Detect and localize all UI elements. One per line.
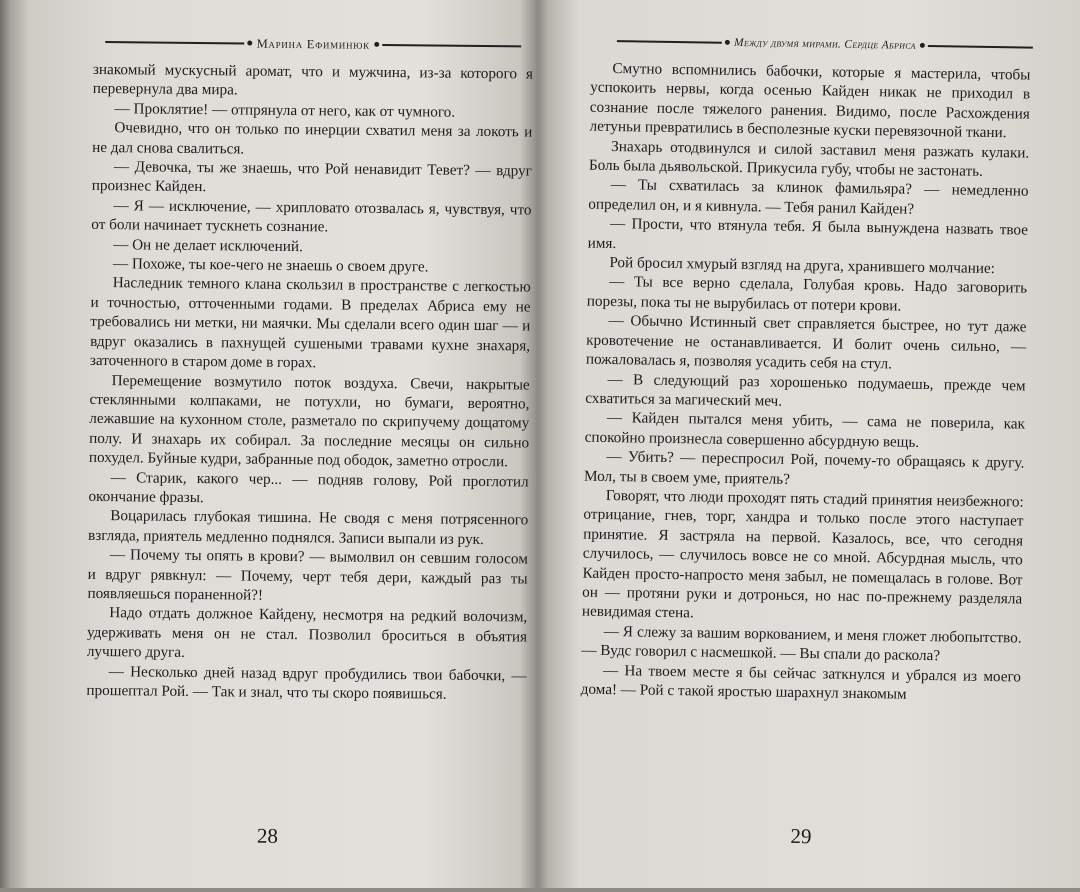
paragraph: — Прости, что втянула тебя. Я была вынуждена назвать твое имя. <box>587 215 1029 252</box>
left-running-head-text: Марина Ефиминюк <box>256 36 370 52</box>
paragraph: — Обычно Истинный свет справляется быстрее, но тут даже кровотечение не останавливается. И болит очень сильно, — пожаловалась я, позволяя усадить себя на стул. <box>585 312 1027 373</box>
paragraph: — Старик, какого чер... — подняв голову, Рой проглотил окончание фразы. <box>88 468 529 507</box>
paragraph: — Проклятие! — отпрянула от него, как от чумного. <box>114 99 456 121</box>
paragraph: Перемещение возмутило поток воздуха. Свечи, накрытые стеклянными колпаками, не потухли, но бумаги, вероятно, лежавшие на кухонном столе, разметало по скрипучему дощатому полу. И знахарь их собирал. За последние месяцы он сильно похудел. Буйные кудри, забранные под ободок, заметно отросли. <box>88 371 530 471</box>
header-rule-dot <box>920 42 925 47</box>
paragraph: — Похоже, ты кое-чего не знаешь о своем друге. <box>112 255 429 276</box>
paragraph: — Почему ты опять в крови? — вымолвил он севшим голосом и вдруг рявкнул: — Почему, черт тебя дери, каждый раз ты появляешься пораненной?! <box>87 546 528 604</box>
paragraph: Наследник темного клана скользил в пространстве с легкостью и точностью, отточенными годами. В пределах Абриса ему не требовались ни метки, ни маячки. Мы сделали всего один шаг — и вдруг оказались в пахнущей сушеными травами кухне знахаря, заточенного в старом доме в горах. <box>89 274 531 372</box>
paragraph: — Кайден пытался меня убить, — сама не поверила, как спокойно произнесла совершенно абсурдную вещь. <box>584 409 1026 451</box>
paragraph: — На твоем месте я бы сейчас заткнулся и убрался из моего дома! — Рой с такой яростью шарахнул знакомым <box>580 661 1022 703</box>
paragraph: — В следующий раз хорошенько подумаешь, прежде чем схватиться за магический меч. <box>585 370 1026 410</box>
header-rule-dot <box>374 41 379 46</box>
paragraph: — Девочка, ты же знаешь, что Рой ненавидит Тевет? — вдруг произнес Кайден. <box>91 158 533 196</box>
right-page-number: 29 <box>790 823 812 849</box>
left-page-text <box>86 60 533 705</box>
right-running-head-text: Между двумя мирами. Сердце Абриса <box>733 36 916 52</box>
paragraph: — Убить? — переспросил Рой, почему-то обращаясь к другу. Мол, ты в своем уме, приятель? <box>583 448 1025 488</box>
left-running-head <box>93 30 533 59</box>
header-rule-dot <box>725 39 730 44</box>
header-rule-dot <box>248 40 253 45</box>
header-rule-right <box>382 44 521 47</box>
paragraph: — Несколько дней назад вдруг пробудились твои бабочки, — прошептал Рой. — Так и знал, что ты скоро появишься. <box>86 662 527 703</box>
header-rule-left <box>105 41 244 44</box>
right-running-head <box>605 29 1045 60</box>
right-page <box>552 0 1046 892</box>
paragraph: знакомый мускусный аромат, что и мужчина, из-за которого я перевернула два мира. <box>92 60 534 99</box>
header-rule-left <box>617 40 722 44</box>
paragraph: Смутно вспомнились бабочки, которые я мастерила, чтобы успокоить нервы, когда осенью Кайден никак не приходил в сознание после тяжелого ранения. Видимо, после Расхождения летуньи превратились в бесполезные куски перевязочной ткани. <box>589 60 1031 142</box>
left-page <box>34 0 543 891</box>
paragraph: — Я — исключение, — хрипловато отозвалась я, чувствуя, что от боли начинает тускнеть сознание. <box>91 196 532 236</box>
paragraph: — Ты схватилась за клинок фамильяра? — немедленно определил он, и я кивнула. — Тебя ранил Кайден? <box>588 176 1029 218</box>
paragraph: — Я слежу за вашим воркованием, и меня гложет любопытство. — Вудс говорил с насмешкой. — Вы спали до раскола? <box>581 622 1022 665</box>
paragraph: Знахарь отодвинулся и силой заставил меня разжать кулаки. Боль была дьявольской. Прикусила губу, чтобы не застонать. <box>588 137 1030 180</box>
paragraph: Воцарилась глубокая тишина. Не сводя с меня потрясенного взгляда, приятель медленно поднялся. Записи выпали из рук. <box>88 507 529 548</box>
paragraph: Очевидно, что он только по инерции схватил меня за локоть и не дал снова свалиться. <box>92 119 533 158</box>
paragraph: Говорят, что люди проходят пять стадий принятия неизбежного: отрицание, гнев, торг, хандра и только после этого наступает принятие. Я застряла на первой. Казалось, все, что сегодня случилось, — случилось вовсе не со мной. Абсурдная мысль, что Кайден просто-напросто меня забыл, не помещалась в голове. Вот он — протяни руки и дотронься, но нас по-прежнему разделяла невидимая стена. <box>581 486 1024 622</box>
right-page-text <box>581 59 1031 706</box>
paragraph: Рой бросил хмурый взгляд на друга, хранившего молчание: <box>609 254 996 278</box>
paragraph: — Ты все верно сделала, Голубая кровь. Надо заговорить порезы, пока ты не вырубилась от потери крови. <box>586 273 1028 315</box>
left-page-number: 28 <box>256 823 279 848</box>
paragraph: Надо отдать должное Кайдену, несмотря на редкий волочизм, удерживать меня он не стал. Позволил броситься в объятия лучшего друга. <box>86 604 528 662</box>
paragraph: — Он не делает исключений. <box>113 235 303 255</box>
header-rule-right <box>928 45 1033 49</box>
